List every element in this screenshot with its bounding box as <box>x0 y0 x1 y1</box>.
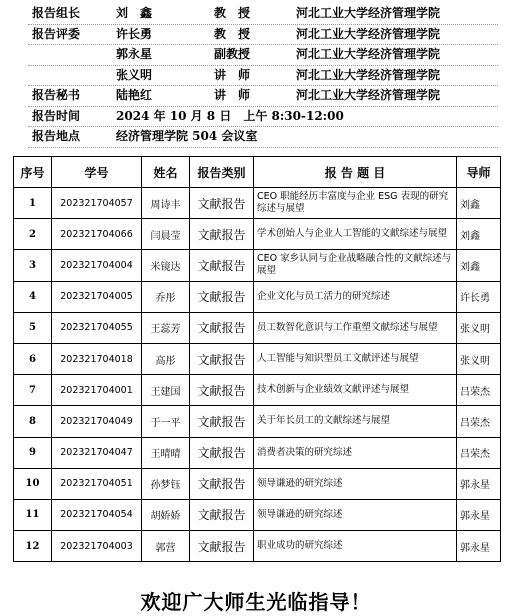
secretary-institution: 河北工业大学经济管理学院 <box>296 88 441 102</box>
info-row-venue <box>28 127 498 148</box>
student-name: 胡娇娇 <box>142 499 190 530</box>
header-index: 序号 <box>14 157 52 188</box>
header-student-id: 学号 <box>52 157 142 188</box>
student-id: 202321704051 <box>52 468 142 499</box>
student-id: 202321704005 <box>52 281 142 312</box>
welcome-message: 欢迎广大师生光临指导！ <box>140 590 372 614</box>
row-index: 4 <box>14 281 52 312</box>
student-name: 郭营 <box>142 531 190 562</box>
report-type: 文献报告 <box>190 188 254 219</box>
student-id: 202321704066 <box>52 219 142 250</box>
supervisor: 郭永星 <box>457 531 501 562</box>
leader-title: 教 授 <box>214 6 251 20</box>
supervisor: 刘鑫 <box>457 188 501 219</box>
report-type: 文献报告 <box>190 250 254 281</box>
table-row <box>14 468 501 499</box>
student-id: 202321704003 <box>52 531 142 562</box>
table-row <box>14 343 501 374</box>
header-report-topic: 报 告 题 目 <box>254 157 457 188</box>
report-topic: CEO 家乡认同与企业战略融合性的文献综述与展望 <box>254 250 457 281</box>
student-id: 202321704057 <box>52 188 142 219</box>
label-secretary: 报告秘书 <box>32 88 81 102</box>
info-row-secretary <box>28 86 498 107</box>
student-id: 202321704049 <box>52 406 142 437</box>
report-time: 2024 年 10 月 8 日 上午 8:30-12:00 <box>116 108 344 123</box>
row-index: 11 <box>14 499 52 530</box>
student-name: 王晴晴 <box>142 437 190 468</box>
label-reviewers: 报告评委 <box>32 26 81 41</box>
reviewer-name: 郭永星 <box>116 47 153 61</box>
supervisor: 吕荣杰 <box>457 375 501 406</box>
reviewer-institution: 河北工业大学经济管理学院 <box>296 26 441 41</box>
supervisor: 郭永星 <box>457 468 501 499</box>
table-row <box>14 219 501 250</box>
report-type: 文献报告 <box>190 499 254 530</box>
report-topic: 领导谦逊的研究综述 <box>254 499 457 530</box>
row-index: 10 <box>14 468 52 499</box>
label-time: 报告时间 <box>32 108 81 123</box>
table-row <box>14 312 501 343</box>
table-header-row <box>14 157 501 188</box>
row-index: 7 <box>14 375 52 406</box>
table-row <box>14 281 501 312</box>
report-type: 文献报告 <box>190 343 254 374</box>
row-index: 8 <box>14 406 52 437</box>
table-row <box>14 499 501 530</box>
row-index: 1 <box>14 188 52 219</box>
row-index: 5 <box>14 312 52 343</box>
table-row <box>14 531 501 562</box>
supervisor: 刘鑫 <box>457 250 501 281</box>
table-row <box>14 406 501 437</box>
row-index: 2 <box>14 219 52 250</box>
info-row-reviewer <box>28 66 498 87</box>
row-index: 3 <box>14 250 52 281</box>
report-topic: 消费者决策的研究综述 <box>254 437 457 468</box>
table-row <box>14 188 501 219</box>
supervisor: 张义明 <box>457 312 501 343</box>
header-supervisor: 导师 <box>457 157 501 188</box>
info-row-reviewer <box>28 45 498 66</box>
schedule-table <box>13 156 501 562</box>
reviewer-title: 教 授 <box>214 26 251 41</box>
report-topic: 员工数智化意识与工作重塑文献综述与展望 <box>254 312 457 343</box>
supervisor: 刘鑫 <box>457 219 501 250</box>
student-name: 周诗丰 <box>142 188 190 219</box>
report-type: 文献报告 <box>190 219 254 250</box>
student-id: 202321704018 <box>52 343 142 374</box>
report-type: 文献报告 <box>190 531 254 562</box>
reviewer-title: 讲 师 <box>214 67 251 82</box>
report-topic: 领导谦逊的研究综述 <box>254 468 457 499</box>
row-index: 6 <box>14 343 52 374</box>
leader-name: 刘 鑫 <box>116 6 153 20</box>
header-name: 姓名 <box>142 157 190 188</box>
supervisor: 郭永星 <box>457 499 501 530</box>
reviewer-title: 副教授 <box>214 47 251 61</box>
label-leader: 报告组长 <box>32 6 81 20</box>
secretary-title: 讲 师 <box>214 88 251 102</box>
info-row-leader <box>28 4 498 25</box>
report-type: 文献报告 <box>190 468 254 499</box>
student-id: 202321704001 <box>52 375 142 406</box>
report-topic: 职业成功的研究综述 <box>254 531 457 562</box>
student-name: 米镜达 <box>142 250 190 281</box>
table-row <box>14 250 501 281</box>
secretary-name: 陆艳红 <box>116 88 153 102</box>
schedule-table-wrap <box>13 156 500 562</box>
report-topic: 关于年长员工的文献综述与展望 <box>254 406 457 437</box>
student-name: 闫晨莹 <box>142 219 190 250</box>
student-id: 202321704004 <box>52 250 142 281</box>
student-id: 202321704054 <box>52 499 142 530</box>
row-index: 12 <box>14 531 52 562</box>
student-name: 王建国 <box>142 375 190 406</box>
student-name: 孙梦钰 <box>142 468 190 499</box>
supervisor: 许长勇 <box>457 281 501 312</box>
label-venue: 报告地点 <box>32 129 81 143</box>
table-row <box>14 375 501 406</box>
reviewer-institution: 河北工业大学经济管理学院 <box>296 47 441 61</box>
report-topic: 学术创始人与企业人工智能的文献综述与展望 <box>254 219 457 250</box>
report-topic: 人工智能与知识型员工文献评述与展望 <box>254 343 457 374</box>
report-topic: 技术创新与企业绩效文献评述与展望 <box>254 375 457 406</box>
student-name: 乔彤 <box>142 281 190 312</box>
report-venue: 经济管理学院 504 会议室 <box>116 129 258 143</box>
report-topic: 企业文化与员工活力的研究综述 <box>254 281 457 312</box>
student-id: 202321704055 <box>52 312 142 343</box>
report-type: 文献报告 <box>190 375 254 406</box>
report-topic: CEO 职能经历丰富度与企业 ESG 表现的研究综述与展望 <box>254 188 457 219</box>
info-row-time <box>28 107 498 128</box>
reviewer-institution: 河北工业大学经济管理学院 <box>296 67 441 82</box>
header-report-type: 报告类别 <box>190 157 254 188</box>
leader-institution: 河北工业大学经济管理学院 <box>296 6 441 20</box>
supervisor: 吕荣杰 <box>457 437 501 468</box>
report-type: 文献报告 <box>190 406 254 437</box>
table-row <box>14 437 501 468</box>
student-name: 于一平 <box>142 406 190 437</box>
report-type: 文献报告 <box>190 281 254 312</box>
student-name: 高彤 <box>142 343 190 374</box>
student-id: 202321704047 <box>52 437 142 468</box>
supervisor: 张义明 <box>457 343 501 374</box>
info-row-reviewer <box>28 25 498 46</box>
row-index: 9 <box>14 437 52 468</box>
report-type: 文献报告 <box>190 312 254 343</box>
student-name: 王蕊芳 <box>142 312 190 343</box>
reviewer-name: 张义明 <box>116 67 153 82</box>
reviewer-name: 许长勇 <box>116 26 153 41</box>
supervisor: 吕荣杰 <box>457 406 501 437</box>
report-type: 文献报告 <box>190 437 254 468</box>
report-info <box>28 4 498 148</box>
